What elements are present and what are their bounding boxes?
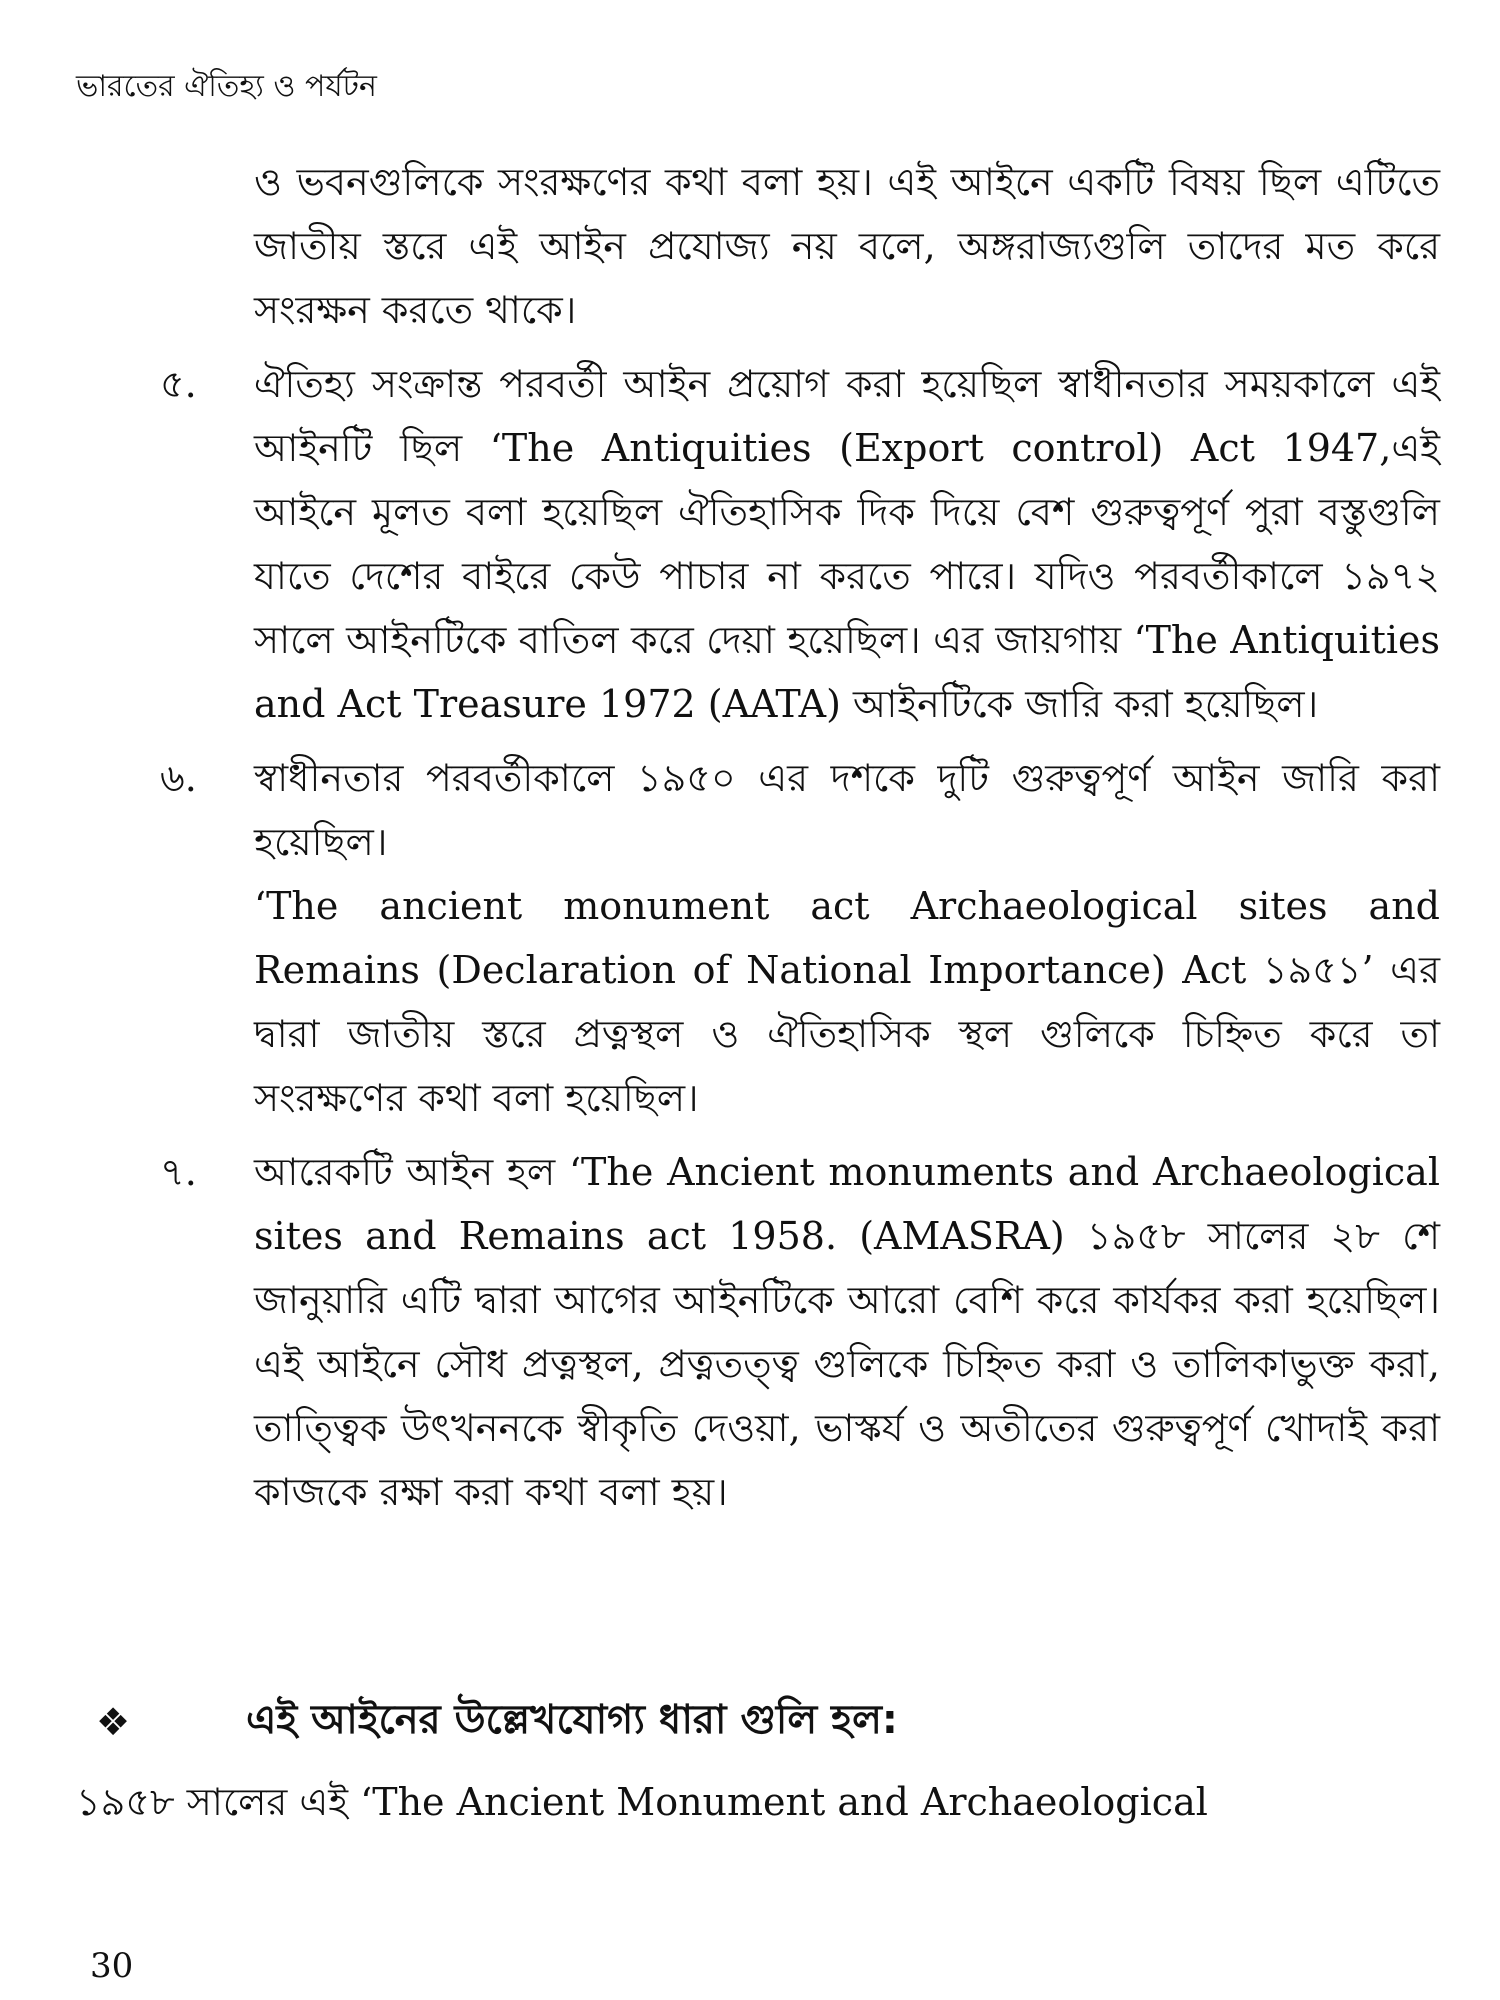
list-item-body [254, 352, 1440, 736]
running-title: ভারতের ঐতিহ্য ও পর্যটন [76, 69, 377, 104]
list-item-text: স্বাধীনতার পরবর্তীকালে ১৯৫০ এর দশকে দুটি গুরুত্বপূর্ণ আইন জারি করা হয়েছিল। [254, 756, 1440, 864]
list-item-text: ঐতিহ্য সংক্রান্ত পরবর্তী আইন প্রয়োগ করা হয়েছিল স্বাধীনতার সময়কালে এই আইনটি ছিল ‘The Antiquities (Export control) Act 1947,এই আইনে মূলত বলা হয়েছিল ঐতিহাসিক দিক দিয়ে বেশ গুরুত্বপূর্ণ পুরা বস্তুগুলি যাতে দেশের বাইরে কেউ পাচার না করতে পারে। যদিও পরবর্তীকালে ১৯৭২ সালে আইনটিকে বাতিল করে দেয়া হয়েছিল। এর জায়গায় ‘The Antiquities and Act Treasure 1972 (AATA) আইনটিকে জারি করা হয়েছিল। [254, 362, 1440, 726]
closing-line: ১৯৫৮ সালের এই ‘The Ancient Monument and Archaeological [76, 1780, 1208, 1824]
list-item [160, 1140, 1440, 1524]
section-heading-text: এই আইনের উল্লেখযোগ্য ধারা গুলি হল: [246, 1697, 898, 1743]
list-item [160, 352, 1440, 736]
page-number: 30 [90, 1946, 134, 1986]
section-heading [96, 1688, 1436, 1755]
intro-paragraph: ও ভবনগুলিকে সংরক্ষণের কথা বলা হয়। এই আইনে একটি বিষয় ছিল এটিতে জাতীয় স্তরে এই আইন প্রযোজ্য নয় বলে, অঙ্গরাজ্যগুলি তাদের মত করে সংরক্ষন করতে থাকে। [254, 160, 1440, 332]
list-item-extra-text: ‘The ancient monument act Archaeological sites and Remains (Declaration of National Importance) Act ১৯৫১’ এর দ্বারা জাতীয় স্তরে প্রত্নস্থল ও ঐতিহাসিক স্থল গুলিকে চিহ্নিত করে তা সংরক্ষণের কথা বলা হয়েছিল। [254, 884, 1440, 1120]
list-item-number: ৭. [160, 1150, 197, 1194]
list-item-text: আরেকটি আইন হল ‘The Ancient monuments and Archaeological sites and Remains act 1958. (AMASRA) ১৯৫৮ সালের ২৮ শে জানুয়ারি এটি দ্বারা আগের আইনটিকে আরো বেশি করে কার্যকর করা হয়েছিল। এই আইনে সৌধ প্রত্নস্থল, প্রত্নতত্ত্ব গুলিকে চিহ্নিত করা ও তালিকাভুক্ত করা, তাত্ত্বিক উৎখননকে স্বীকৃতি দেওয়া, ভাস্কর্য ও অতীতের গুরুত্বপূর্ণ খোদাই করা কাজকে রক্ষা করা কথা বলা হয়। [254, 1150, 1440, 1514]
body-text [160, 150, 1440, 1524]
list-item-body [254, 1140, 1440, 1524]
diamond-cluster-icon: ❖ [96, 1699, 131, 1744]
list-item-number: ৬. [160, 756, 197, 800]
list-item [160, 746, 1440, 1130]
list-item-number: ৫. [160, 362, 197, 406]
list-item-body [254, 746, 1440, 1130]
